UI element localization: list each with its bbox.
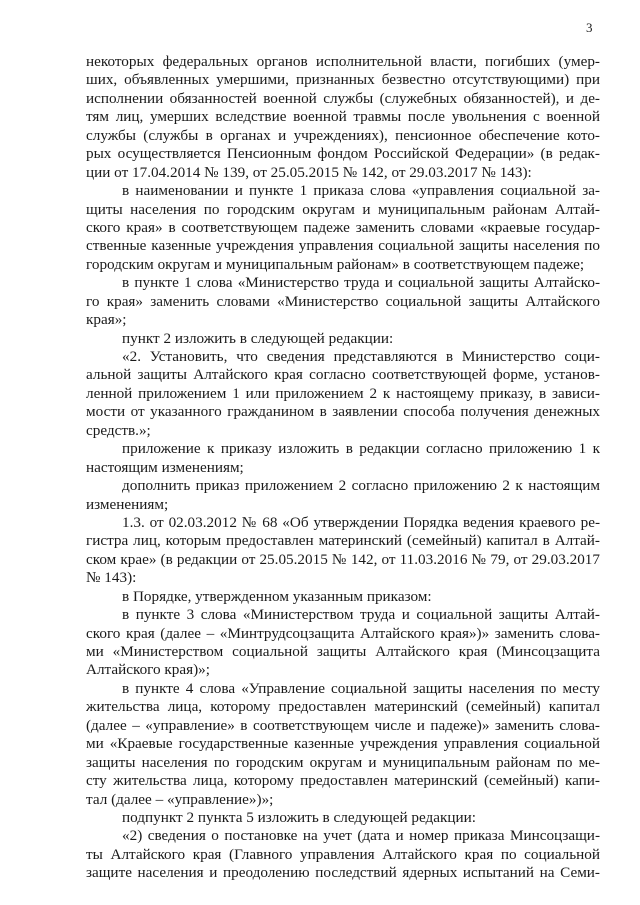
text-line: 1.3. от 02.03.2012 № 68 «Об утверждении Порядка ведения краевого ре- xyxy=(122,513,600,531)
text-line: пункт 2 изложить в следующей редакции: xyxy=(122,329,394,347)
text-line: ции от 17.04.2014 № 139, от 25.05.2015 № 142, от 29.03.2017 № 143): xyxy=(86,163,532,181)
text-line: ших, объявленных умершими, признанных безвестно отсутствующими) при xyxy=(86,71,600,89)
text-line: Алтайского края)»; xyxy=(86,661,210,679)
text-line: исполнении обязанностей военной службы (служебных обязанностей), и де- xyxy=(86,89,600,107)
text-line: ленной приложением 1 или приложением 2 к настоящему приказу, в зависи- xyxy=(86,384,600,402)
text-line: в пункте 4 слова «Управление социальной защиты населения по месту xyxy=(122,679,600,697)
text-line: изменениям; xyxy=(86,495,169,513)
text-line: тал (далее – «управление»)»; xyxy=(86,790,274,808)
text-line: ми «Краевые государственные казенные учреждения управления социальной xyxy=(86,735,600,753)
text-line: рых осуществляется Пенсионным фондом Российской Федерации» (в редак- xyxy=(86,145,600,163)
page-number: 3 xyxy=(586,20,593,35)
text-line: защиты населения по городским округам и муниципальным районам по ме- xyxy=(86,753,600,771)
text-line: ского края» в соответствующем падеже заменить словами «краевые государ- xyxy=(86,218,600,236)
text-line: службы (службы в органах и учреждениях), пенсионное обеспечение кото- xyxy=(86,126,600,144)
text-line: жительства лица, которому предоставлен материнский (семейный) капитал xyxy=(86,698,600,716)
text-line: тям лиц, умерших вследствие военной травмы после увольнения с военной xyxy=(86,108,600,126)
text-line: городским округам и муниципальным районам» в соответствующем падеже; xyxy=(86,255,585,273)
text-line: края»; xyxy=(86,311,127,329)
text-line: в пункте 1 слова «Министерство труда и социальной защиты Алтайско- xyxy=(122,274,600,292)
text-line: ми «Министерством социальной защиты Алтайского края (Минсоцзащита xyxy=(86,643,600,660)
text-line: «2) сведения о постановке на учет (дата и номер приказа Минсоцзащи- xyxy=(122,827,600,845)
text-line: некоторых федеральных органов исполнительной власти, погибших (умер- xyxy=(86,53,600,70)
text-line: ском крае» (в редакции от 25.05.2015 № 142, от 11.03.2016 № 79, от 29.03.2017 xyxy=(86,550,600,568)
text-line: средств.»; xyxy=(86,421,151,439)
text-line: приложение к приказу изложить в редакции согласно приложению 1 к xyxy=(122,440,600,458)
text-line: защите населения и преодолению последствий ядерных испытаний на Семи- xyxy=(86,864,600,882)
text-line: ственные казенные учреждения управления социальной защиты населения по xyxy=(86,237,600,255)
text-line: в Порядке, утвержденном указанным приказом: xyxy=(122,587,432,605)
text-line: ского края (далее – «Минтрудсоцзащита Алтайского края»)» заменить слова- xyxy=(86,624,600,642)
text-line: гистра лиц, которым предоставлен материнский (семейный) капитал в Алтай- xyxy=(86,532,600,550)
text-line: в наименовании и пункте 1 приказа слова «управления социальной за- xyxy=(122,182,600,200)
text-line: дополнить приказ приложением 2 согласно приложению 2 к настоящим xyxy=(122,477,600,495)
text-line: подпункт 2 пункта 5 изложить в следующей редакции: xyxy=(122,808,476,826)
text-line: щиты населения по городским округам и муниципальным районам Алтай- xyxy=(86,200,600,218)
text-line: № 143): xyxy=(86,569,137,587)
text-line: настоящим изменениям; xyxy=(86,458,244,476)
text-line: (далее – «управление» в соответствующем числе и падеже)» заменить слова- xyxy=(86,716,600,734)
text-line: го края» заменить словами «Министерство социальной защиты Алтайского xyxy=(86,292,600,310)
text-line: сту жительства лица, которому предоставлен материнский (семейный) капи- xyxy=(86,772,600,790)
text-line: в пункте 3 слова «Министерством труда и социальной защиты Алтай- xyxy=(122,606,600,624)
text-line: «2. Установить, что сведения представляются в Министерство соци- xyxy=(122,348,600,365)
text-line: мости от указанного гражданином в заявлении способа получения денежных xyxy=(86,403,600,421)
text-line: альной защиты Алтайского края согласно соответствующей форме, установ- xyxy=(86,366,600,384)
document-body xyxy=(86,53,600,883)
text-line: ты Алтайского края (Главного управления Алтайского края по социальной xyxy=(86,845,600,863)
